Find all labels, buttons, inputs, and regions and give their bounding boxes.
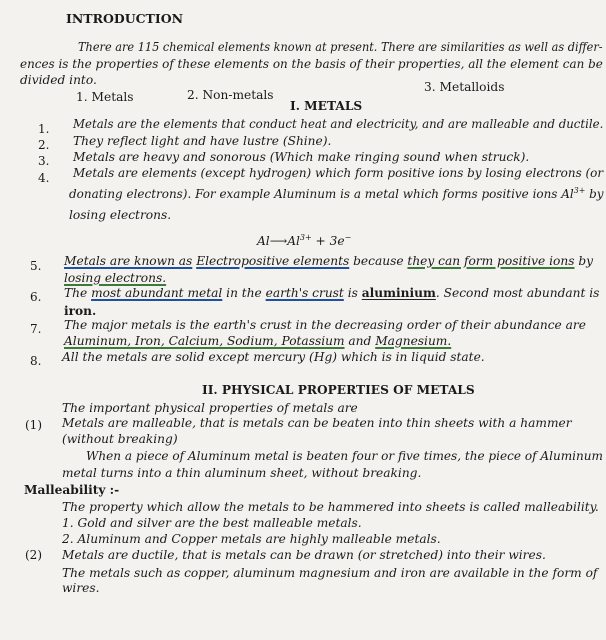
heading-malleability: Malleability :- bbox=[24, 483, 120, 497]
item-number-5: 5. bbox=[30, 259, 42, 273]
item-number-4: 4. bbox=[38, 171, 50, 185]
intro-line-3: divided into. bbox=[20, 73, 97, 87]
malleability-definition: The property which allow the metals to be hammered into sheets is called malleability. bbox=[62, 500, 599, 514]
metals-item-5-line-1: Metals are known as Electropositive elements because they can form positive ions by bbox=[64, 254, 594, 268]
item-number-7: 7. bbox=[30, 322, 42, 336]
heading-introduction: INTRODUCTION bbox=[66, 11, 184, 26]
metals-item-1: Metals are the elements that conduct heat and electricity, and are malleable and ductile. bbox=[73, 117, 604, 131]
intro-line-2: ences is the properties of these elements on the basis of their properties, all the element can be bbox=[20, 57, 603, 71]
metals-item-6-line-1: The most abundant metal in the earth's crust is aluminium. Second most abundant is bbox=[64, 286, 600, 300]
metals-item-8: All the metals are solid except mercury (Hg) which is in liquid state. bbox=[62, 350, 485, 364]
heading-metals: I. METALS bbox=[290, 99, 363, 113]
property-2-line-1: Metals are ductile, that is metals can be drawn (or stretched) into their wires. bbox=[62, 548, 546, 562]
metals-item-7-line-1: The major metals is the earth's crust in the decreasing order of their abundance are bbox=[64, 318, 586, 332]
category-metalloids: 3. Metalloids bbox=[424, 80, 505, 94]
item-number-1: 1. bbox=[38, 122, 50, 136]
malleability-point-2: 2. Aluminum and Copper metals are highly malleable metals. bbox=[62, 532, 441, 546]
property-2-line-3: wires. bbox=[62, 581, 100, 595]
metals-item-6-line-2: iron. bbox=[64, 304, 97, 318]
malleability-point-1: 1. Gold and silver are the best malleable metals. bbox=[62, 516, 362, 530]
property-number-1: (1) bbox=[25, 418, 42, 432]
category-metals: 1. Metals bbox=[76, 90, 134, 104]
item-number-2: 2. bbox=[38, 138, 50, 152]
metals-item-7-line-2: Aluminum, Iron, Calcium, Sodium, Potassium and Magnesium. bbox=[64, 334, 452, 348]
metals-item-4-line-3: losing electrons. bbox=[69, 208, 172, 222]
property-number-2: (2) bbox=[25, 548, 42, 562]
item-number-3: 3. bbox=[38, 154, 50, 168]
property-1-line-4: metal turns into a thin aluminum sheet, without breaking. bbox=[62, 466, 422, 480]
property-1-line-2: (without breaking) bbox=[62, 432, 178, 446]
physical-intro: The important physical properties of metals are bbox=[62, 401, 358, 415]
metals-item-4-line-2: donating electrons). For example Aluminum is a metal which forms positive ions $Al^{3+}$ by bbox=[69, 186, 604, 202]
item-number-8: 8. bbox=[30, 354, 42, 368]
metals-item-2: They reflect light and have lustre (Shine). bbox=[73, 134, 332, 148]
property-1-line-3: When a piece of Aluminum metal is beaten four or five times, the piece of Aluminum bbox=[86, 449, 603, 463]
category-non-metals: 2. Non-metals bbox=[187, 88, 274, 102]
property-1-line-1: Metals are malleable, that is metals can be beaten into thin sheets with a hammer bbox=[62, 416, 572, 430]
heading-physical-properties: II. PHYSICAL PROPERTIES OF METALS bbox=[202, 383, 475, 397]
metals-item-4-line-1: Metals are elements (except hydrogen) which form positive ions by losing electrons (or bbox=[73, 166, 604, 180]
metals-item-5-line-2: losing electrons. bbox=[64, 271, 167, 285]
item-number-6: 6. bbox=[30, 290, 42, 304]
ionization-equation: $Al⟶Al^{3+} + 3e^-$ bbox=[257, 233, 352, 249]
metals-item-3: Metals are heavy and sonorous (Which make ringing sound when struck). bbox=[73, 150, 530, 164]
intro-line-1: There are 115 chemical elements known at present. There are similarities as well as differ- bbox=[78, 40, 603, 54]
property-2-line-2: The metals such as copper, aluminum magnesium and iron are available in the form of bbox=[62, 566, 598, 580]
